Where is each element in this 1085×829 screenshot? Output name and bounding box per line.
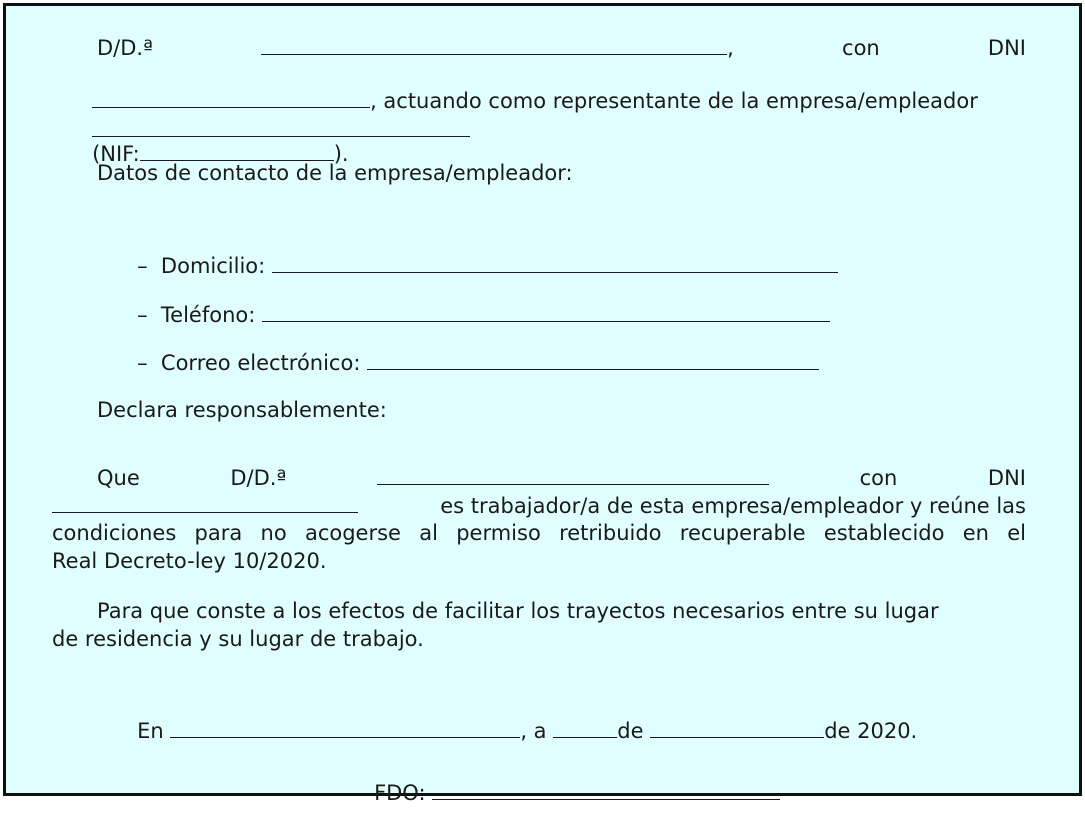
- worker-dni-field[interactable]: [52, 494, 358, 513]
- correo-field[interactable]: [367, 351, 819, 370]
- year-label: de 2020.: [824, 719, 918, 743]
- que-line-3: [52, 521, 1026, 545]
- name-field[interactable]: ,: [261, 36, 734, 60]
- day-field[interactable]: [553, 719, 617, 738]
- dd-label: D/D.ª: [97, 36, 153, 60]
- declara-title: Declara responsablemente:: [97, 398, 387, 422]
- company-field[interactable]: [92, 118, 470, 137]
- que-con-label: con: [859, 466, 898, 490]
- contact-title: Datos de contacto de la empresa/empleador:: [97, 161, 573, 185]
- bullet-dash: –: [137, 254, 148, 278]
- domicilio-label: Domicilio:: [160, 254, 266, 278]
- que-label: Que: [97, 466, 140, 490]
- que-dd-label: D/D.ª: [230, 466, 287, 490]
- telefono-label: Teléfono:: [160, 303, 256, 327]
- que-line-4: Real Decreto-ley 10/2020.: [52, 549, 327, 573]
- worker-name-field[interactable]: [377, 466, 769, 485]
- domicilio-field[interactable]: [272, 254, 838, 273]
- telefono-field[interactable]: [262, 303, 830, 322]
- que-dni-label: DNI: [987, 466, 1026, 490]
- nif-field[interactable]: [140, 142, 334, 161]
- a-label: , a: [520, 719, 547, 743]
- fdo-label: FDO:: [374, 781, 426, 805]
- month-field[interactable]: [650, 719, 824, 738]
- que-line-1: [52, 466, 1026, 490]
- que-line-2: [52, 494, 1026, 518]
- para-line-1: Para que conste a los efectos de facilitar los trayectos necesarios entre su lugar: [97, 599, 939, 623]
- es-trabajador-text: es trabajador/a de esta empresa/empleador y reúne las: [440, 494, 1026, 518]
- para-line-2: de residencia y su lugar de trabajo.: [52, 627, 424, 651]
- actuando-text: , actuando como representante de la empresa/empleador: [370, 89, 978, 113]
- en-label: En: [137, 719, 164, 743]
- correo-label: Correo electrónico:: [160, 351, 361, 375]
- de-label: de: [617, 719, 644, 743]
- dni-label: DNI: [987, 36, 1026, 60]
- nif-close: ).: [333, 142, 349, 166]
- bullet-dash: –: [137, 303, 148, 327]
- bullet-dash: –: [137, 351, 148, 375]
- header-line-1: [52, 36, 1026, 60]
- condiciones-text: condiciones para no acogerse al permiso retribuido recuperable establecido en el: [52, 521, 1026, 545]
- firma-row: [334, 757, 780, 829]
- correo-row: [97, 327, 819, 399]
- signature-field[interactable]: [432, 781, 780, 800]
- nif-open: (NIF:: [92, 142, 140, 166]
- con-label: con: [842, 36, 880, 60]
- place-field[interactable]: [170, 719, 520, 738]
- document-frame: [3, 3, 1082, 805]
